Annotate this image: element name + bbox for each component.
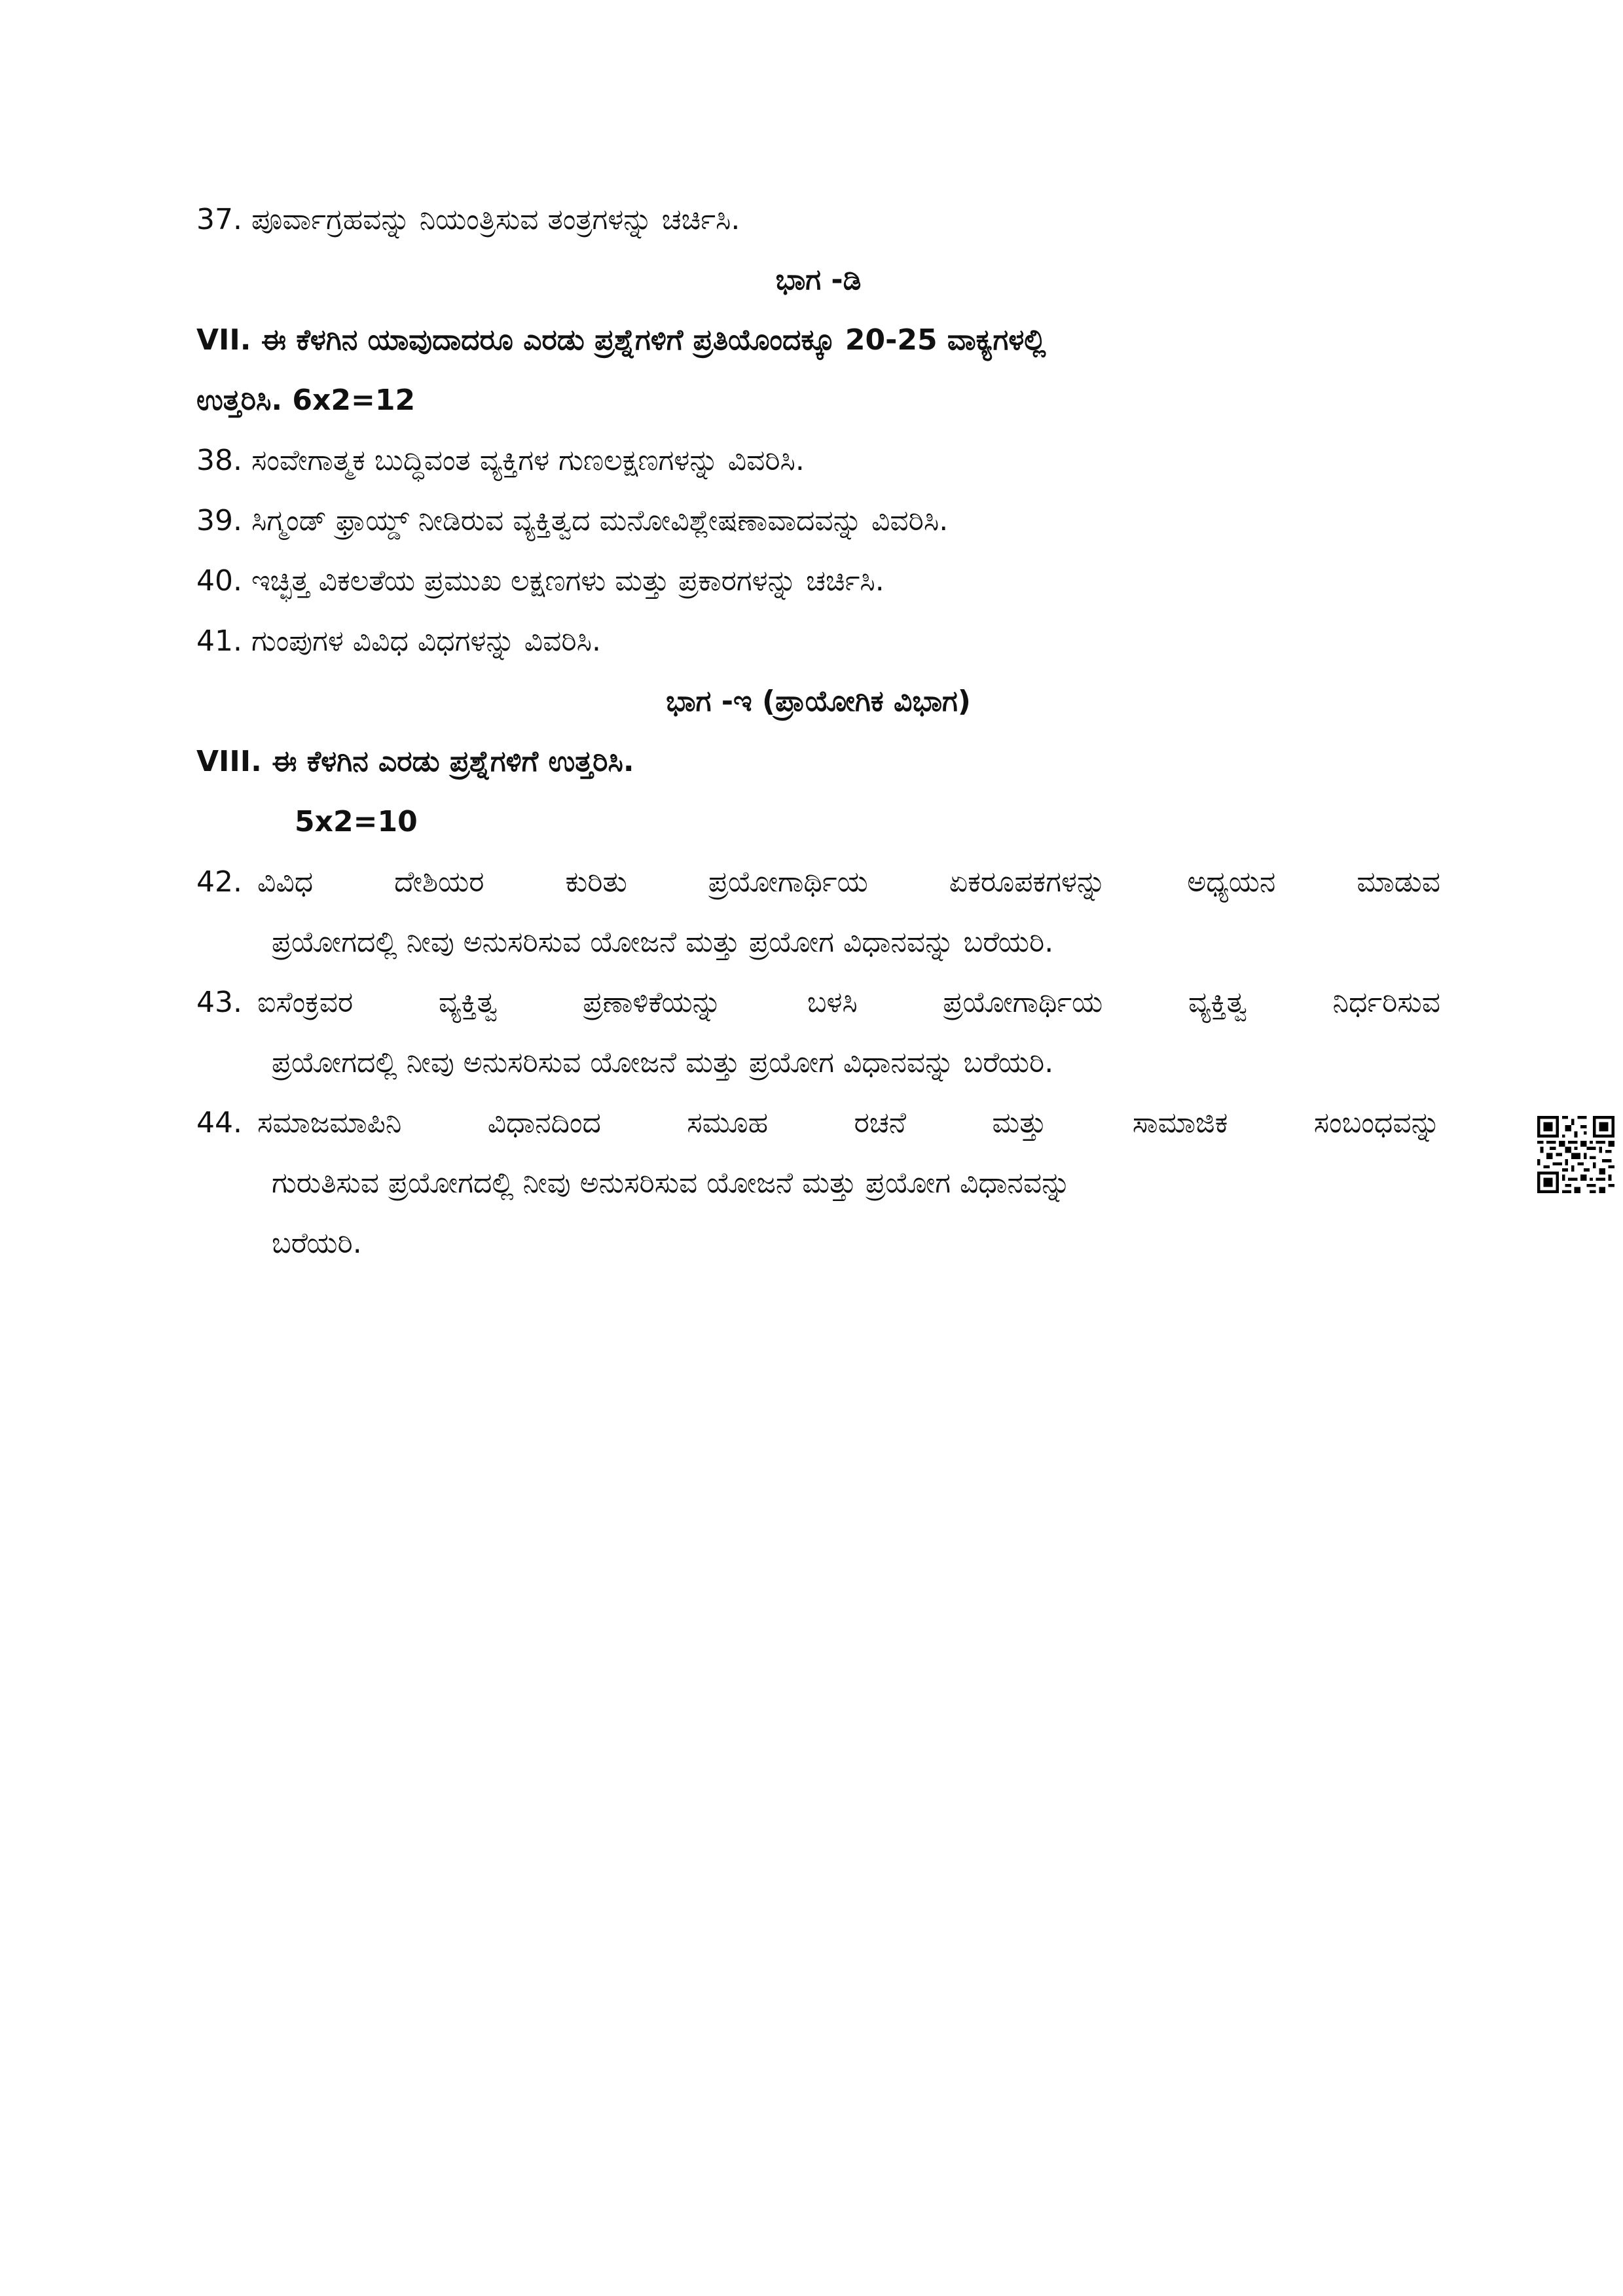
- question-text-line: ಐಸೆಂಕ್ರವರ ವ್ಯಕ್ತಿತ್ವ ಪ್ರಣಾಳಿಕೆಯನ್ನು ಬಳಸಿ ಪ್ರಯೋಗಾರ್ಥಿಯ ವ್ಯಕ್ತಿತ್ವ ನಿರ್ಧರಿಸುವ: [257, 986, 1440, 1019]
- question-40: 40. ಇಚ್ಛಿತ್ತ ವಿಕಲತೆಯ ಪ್ರಮುಖ ಲಕ್ಷಣಗಳು ಮತ್ತು ಪ್ರಕಾರಗಳನ್ನು ಚರ್ಚಿಸಿ.: [196, 564, 884, 598]
- section-e-instruction: VIII. ಈ ಕೆಳಗಿನ ಎರಡು ಪ್ರಶ್ನೆಗಳಿಗೆ ಉತ್ತರಿಸಿ.: [196, 745, 634, 778]
- section-d-instruction-line1: VII. ಈ ಕೆಳಗಿನ ಯಾವುದಾದರೂ ಎರಡು ಪ್ರಶ್ನೆಗಳಿಗೆ ಪ್ರತಿಯೊಂದಕ್ಕೂ 20-25 ವಾಕ್ಯಗಳಲ್ಲಿ: [196, 323, 1046, 357]
- question-44: [196, 1093, 1440, 1274]
- question-42: [196, 852, 1440, 973]
- qr-code-icon: [1537, 1116, 1614, 1193]
- question-text-line: ವಿವಿಧ ದೇಶಿಯರ ಕುರಿತು ಪ್ರಯೋಗಾರ್ಥಿಯ ಏಕರೂಪಕಗಳನ್ನು ಅಧ್ಯಯನ ಮಾಡುವ: [257, 865, 1440, 899]
- question-number: 44.: [196, 1106, 242, 1139]
- question-38: 38. ಸಂವೇಗಾತ್ಮಕ ಬುದ್ಧಿವಂತ ವ್ಯಕ್ತಿಗಳ ಗುಣಲಕ್ಷಣಗಳನ್ನು ವಿವರಿಸಿ.: [196, 444, 805, 477]
- section-d-title: ಭಾಗ -ಡಿ: [775, 263, 862, 296]
- question-37: 37. ಪೂರ್ವಾಗ್ರಹವನ್ನು ನಿಯಂತ್ರಿಸುವ ತಂತ್ರಗಳನ್ನು ಚರ್ಚಿಸಿ.: [196, 203, 740, 236]
- question-text-line: ಬರೆಯರಿ.: [272, 1227, 362, 1260]
- question-number: 42.: [196, 865, 242, 899]
- question-39: 39. ಸಿಗ್ಮಂಡ್ ಫ್ರಾಯ್ಡ್ ನೀಡಿರುವ ವ್ಯಕ್ತಿತ್ವದ ಮನೋವಿಶ್ಲೇಷಣಾವಾದವನ್ನು ವಿವರಿಸಿ.: [196, 504, 949, 537]
- question-41: 41. ಗುಂಪುಗಳ ವಿವಿಧ ವಿಧಗಳನ್ನು ವಿವರಿಸಿ.: [196, 624, 602, 658]
- question-43: [196, 973, 1440, 1093]
- question-text-line: ಗುರುತಿಸುವ ಪ್ರಯೋಗದಲ್ಲಿ ನೀವು ಅನುಸರಿಸುವ ಯೋಜನೆ ಮತ್ತು ಪ್ರಯೋಗ ವಿಧಾನವನ್ನು: [272, 1166, 1071, 1200]
- question-text-line: ಪ್ರಯೋಗದಲ್ಲಿ ನೀವು ಅನುಸರಿಸುವ ಯೋಜನೆ ಮತ್ತು ಪ್ರಯೋಗ ವಿಧಾನವನ್ನು ಬರೆಯರಿ.: [272, 925, 1054, 959]
- question-text-line: ಸಮಾಜಮಾಪಿನಿ ವಿಧಾನದಿಂದ ಸಮೂಹ ರಚನೆ ಮತ್ತು ಸಾಮಾಜಿಕ ಸಂಬಂಧವನ್ನು: [257, 1106, 1440, 1139]
- exam-page: [196, 190, 1440, 1274]
- section-e-marks: 5x2=10: [295, 805, 418, 838]
- question-number: 43.: [196, 986, 242, 1019]
- question-text-line: ಪ್ರಯೋಗದಲ್ಲಿ ನೀವು ಅನುಸರಿಸುವ ಯೋಜನೆ ಮತ್ತು ಪ್ರಯೋಗ ವಿಧಾನವನ್ನು ಬರೆಯರಿ.: [272, 1046, 1054, 1079]
- section-d-instruction-line2: ಉತ್ತರಿಸಿ. 6x2=12: [196, 384, 416, 417]
- section-e-title: ಭಾಗ -ಇ (ಪ್ರಾಯೋಗಿಕ ವಿಭಾಗ): [666, 685, 971, 718]
